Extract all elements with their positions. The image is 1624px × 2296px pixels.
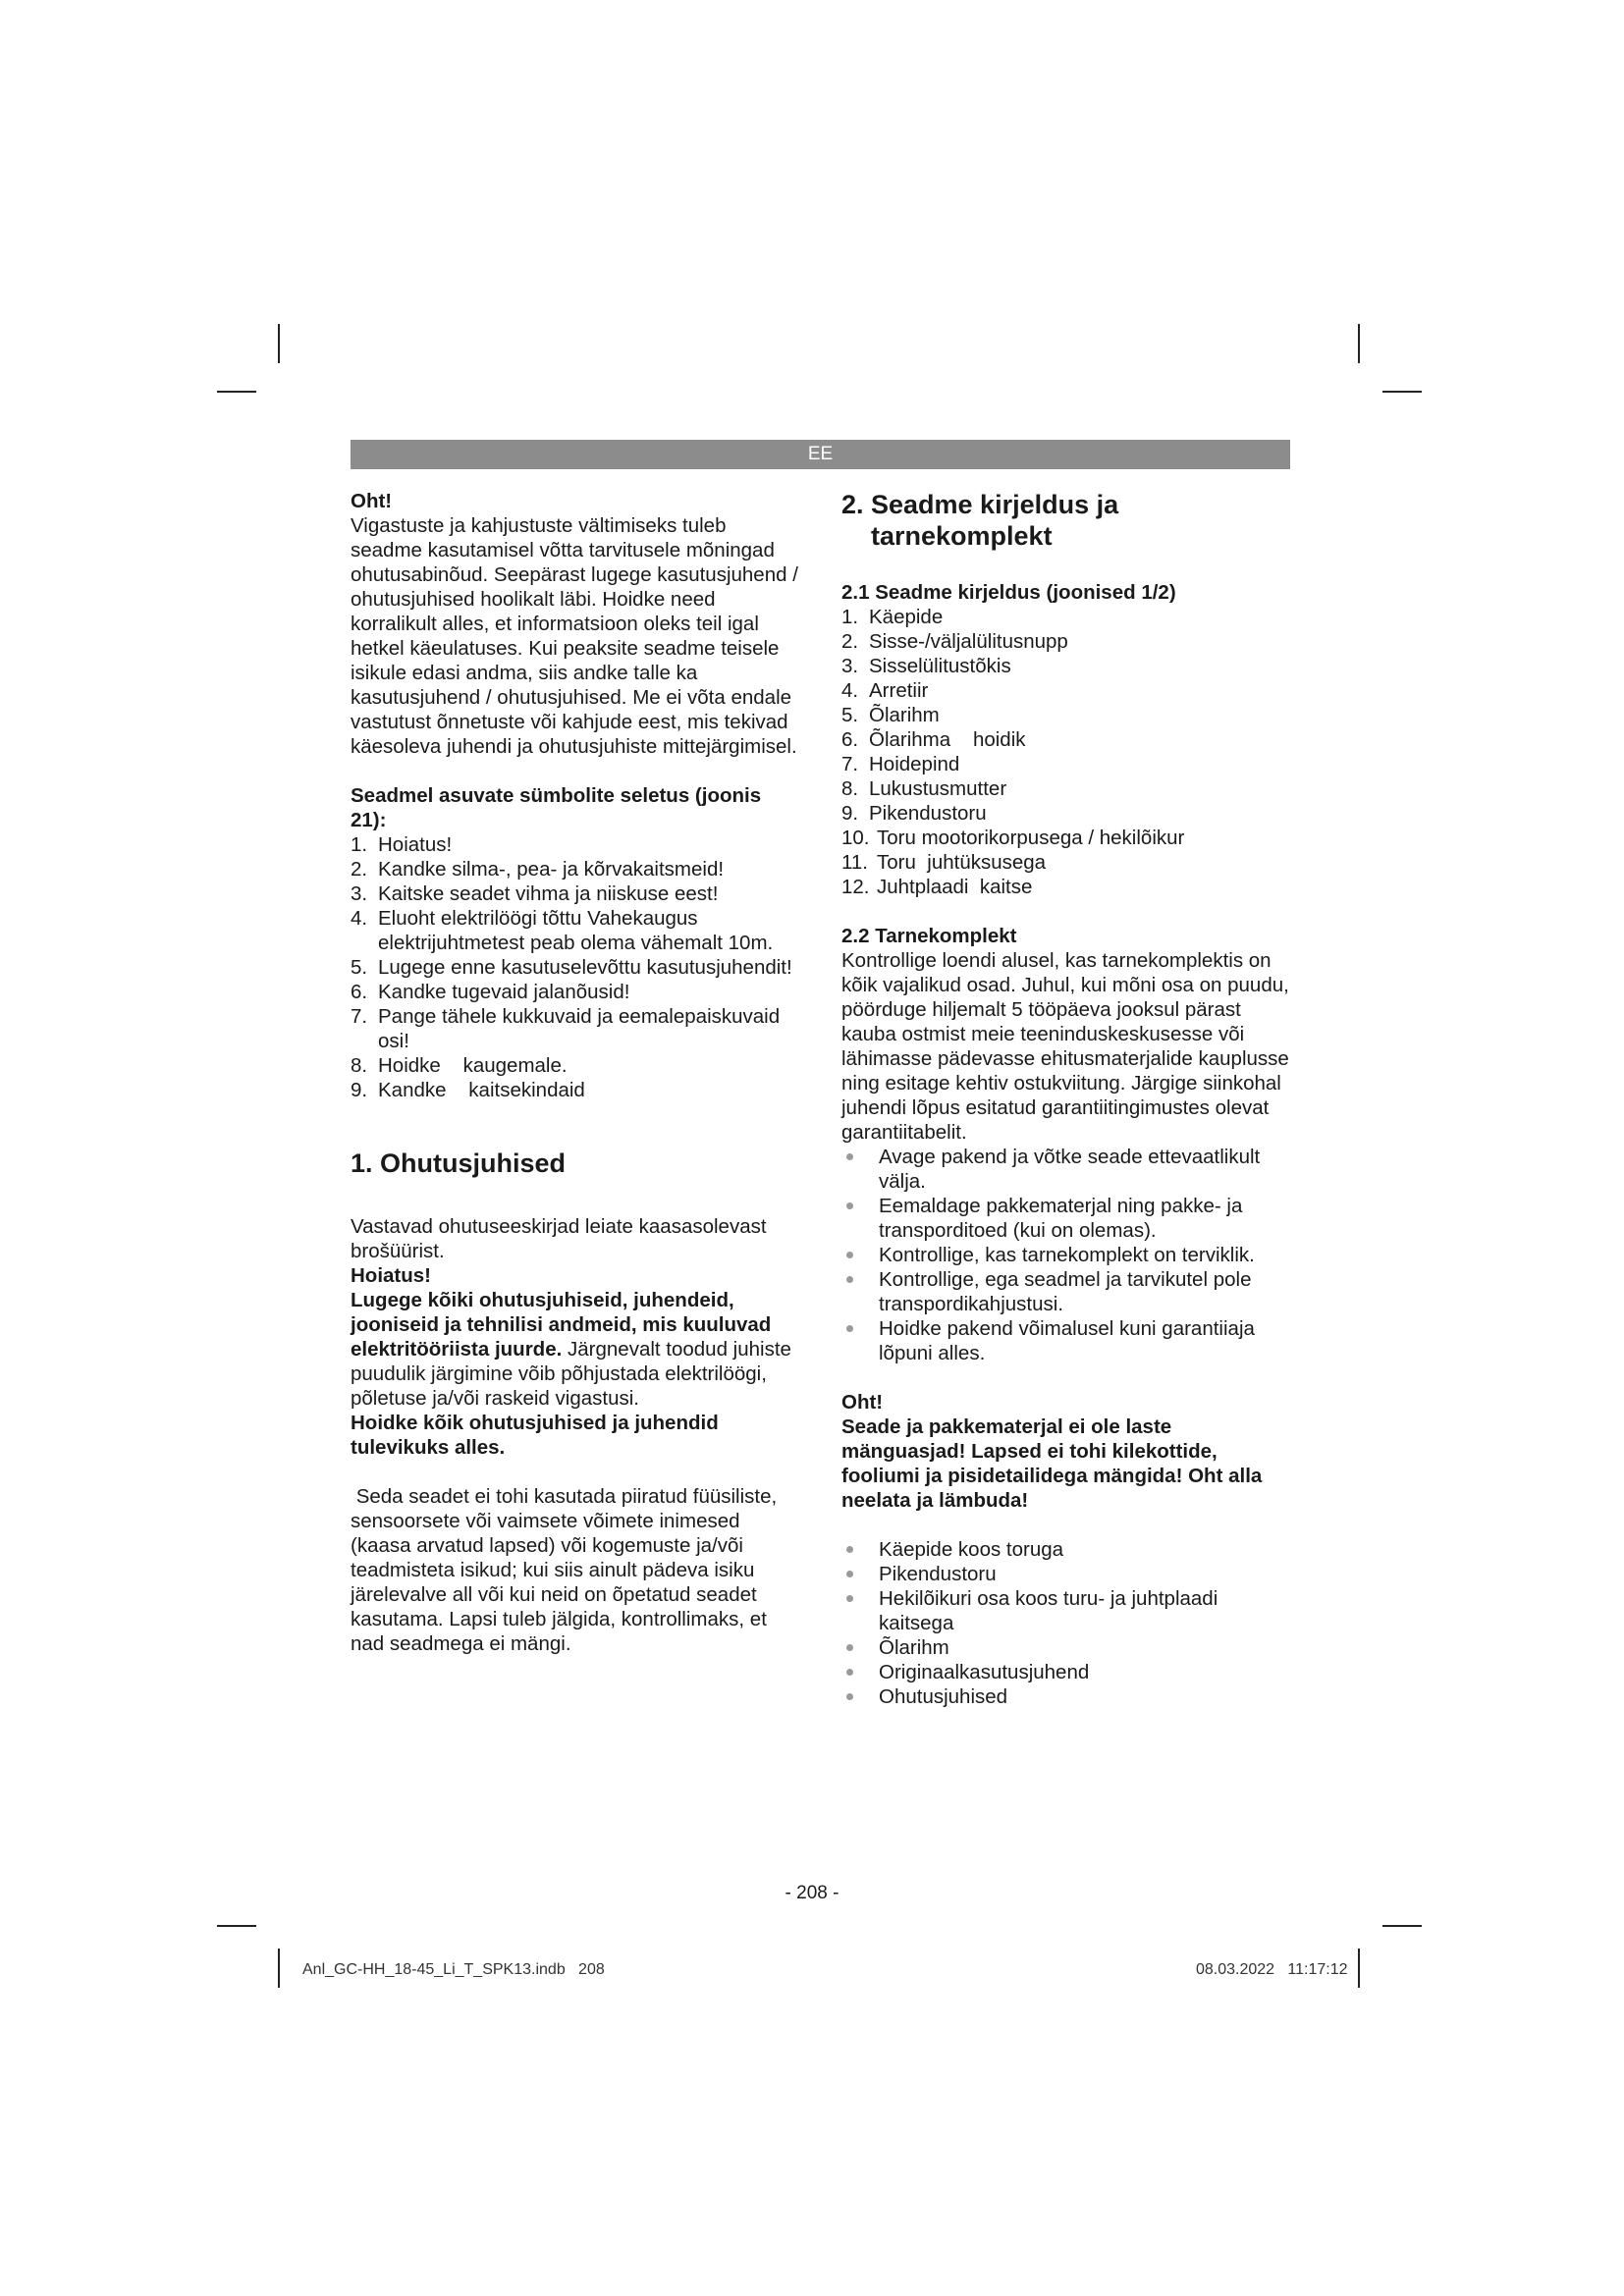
bullet-icon [846, 1202, 853, 1209]
bullet-icon [846, 1693, 853, 1700]
list-item: Avage pakend ja võtke seade ettevaatlikult välja. [841, 1145, 1293, 1194]
delivery-text: Kontrollige loendi alusel, kas tarnekomplektis on kõik vajalikud osad. Juhul, kui mõni osa on puudu, pöörduge hiljemalt 5 tööpäeva jooksul pärast kauba ostmist meie teeninduskeskusesse või lähimasse pädevasse ehitusmaterjalide kauplusse ning esitage kehtiv ostukviitung. Järgige siinkohal juhendi lõpus esitatud garantiitingimustes olevat garantiitabelit. [841, 949, 1289, 1144]
crop-mark [1382, 1925, 1422, 1927]
list-item: 3. Sisselülitustõkis [841, 655, 1011, 677]
list-item: Originaalkasutusjuhend [841, 1660, 1293, 1684]
page-number: - 208 - [785, 1883, 839, 1903]
left-column [351, 489, 802, 1656]
bullet-icon [846, 1595, 853, 1602]
list-item: 1. Käepide [841, 606, 944, 628]
list-item: 6. Kandke tugevaid jalanõusid! [351, 981, 630, 1003]
crop-mark [1358, 1949, 1360, 1988]
bullet-icon [846, 1546, 853, 1553]
list-item: Ohutusjuhised [841, 1684, 1293, 1709]
list-item: 6. Õlarihma hoidik [841, 728, 1026, 751]
bullet-icon [846, 1252, 853, 1258]
list-item: 4. Eluoht elektrilöögi tõttu Vahekaugus elektrijuhtmetest peab olema vähemalt 10m. [351, 907, 774, 954]
section-2-title: 2. Seadme kirjeldus ja tarnekomplekt [841, 490, 1119, 551]
list-item: 1. Hoiatus! [351, 833, 453, 856]
list-item: 2. Kandke silma-, pea- ja kõrvakaitsmeid! [351, 858, 725, 881]
crop-mark [1382, 391, 1422, 393]
crop-mark [278, 324, 280, 363]
list-item: 9. Pikendustoru [841, 802, 987, 825]
list-item: 3. Kaitske seadet vihma ja niiskuse eest! [351, 882, 719, 905]
danger-text: Vigastuste ja kahjustuste vältimiseks tuleb seadme kasutamisel võtta tarvitusele mõningad ohutusabinõud. Seepärast lugege kasutusjuhend / ohutusjuhised hoolikalt läbi. Hoidke need korralikult alles, et informatsioon oleks teil igal hetkel käeulatuses. Kui peaksite seadme teisele isikule edasi andma, siis andke talle ka kasutusjuhend / ohutusjuhised. Me ei võta endale vastutust õnnetuste või kahjude eest, mis tekivad käesoleva juhendi ja ohutusjuhiste mittejärgimisel. [351, 514, 798, 758]
list-item: Eemaldage pakkematerjal ning pakke- ja transporditoed (kui on olemas). [841, 1194, 1293, 1243]
list-item: Kontrollige, kas tarnekomplekt on terviklik. [841, 1243, 1293, 1267]
list-item: 4. Arretiir [841, 679, 929, 702]
danger-heading: Oht! [351, 490, 393, 512]
footer-filename: Anl_GC-HH_18-45_Li_T_SPK13.indb 208 [302, 1961, 605, 1978]
list-item: 7. Pange tähele kukkuvaid ja eemalepaiskuvaid osi! [351, 1005, 781, 1052]
bullet-icon [846, 1571, 853, 1577]
list-item: 7. Hoidepind [841, 753, 960, 775]
crop-mark [278, 1949, 280, 1988]
list-item: 9. Kandke kaitsekindaid [351, 1079, 585, 1101]
language-code: EE [807, 444, 834, 464]
parts-list [841, 605, 1293, 899]
subsection-2-2-title: 2.2 Tarnekomplekt [841, 925, 1017, 947]
children-warning: Seade ja pakkematerjal ei ole laste mänguasjad! Lapsed ei tohi kilekottide, fooliumi ja pisidetailidega mängida! Oht alla neelata ja lämbuda! [841, 1415, 1263, 1512]
section-1-intro: Vastavad ohutuseeskirjad leiate kaasasolevast brošüürist. [351, 1215, 767, 1262]
language-header-bar [351, 440, 1290, 469]
subsection-2-1-title: 2.1 Seadme kirjeldus (joonised 1/2) [841, 581, 1176, 604]
warning-label: Hoiatus! [351, 1264, 431, 1287]
list-item: Hoidke pakend võimalusel kuni garantiiaja lõpuni alles. [841, 1316, 1293, 1365]
list-item: 5. Lugege enne kasutuselevõttu kasutusjuhendit! [351, 956, 792, 979]
list-item: Käepide koos toruga [841, 1537, 1293, 1562]
list-item: 8. Hoidke kaugemale. [351, 1054, 568, 1077]
delivery-items-list [841, 1537, 1293, 1709]
section-1-title: 1. Ohutusjuhised [351, 1148, 567, 1178]
symbols-list [351, 832, 802, 1102]
list-item: 8. Lukustusmutter [841, 777, 1007, 800]
unpacking-list [841, 1145, 1293, 1365]
symbols-heading: Seadmel asuvate sümbolite seletus (joonis 21): [351, 784, 762, 831]
section-1-paragraph: Seda seadet ei tohi kasutada piiratud füüsiliste, sensoorsete või vaimsete võimete inimesed (kaasa arvatud lapsed) või kogemuste ja/või teadmisteta isikud; kui siis ainult pädeva isiku järelevalve all või kui neid on õpetatud seadet kasutama. Lapsi tuleb jälgida, kontrollimaks, et nad seadmega ei mängi. [351, 1485, 783, 1655]
list-item: Hekilõikuri osa koos turu- ja juhtplaadi kaitsega [841, 1586, 1293, 1635]
list-item: 11. Toru juhtüksusega [841, 851, 1047, 874]
right-column [841, 489, 1293, 1709]
list-item: Pikendustoru [841, 1562, 1293, 1586]
list-item: 5. Õlarihm [841, 704, 940, 726]
crop-mark [217, 391, 256, 393]
bullet-icon [846, 1153, 853, 1160]
keep-instructions-note: Hoidke kõik ohutusjuhised ja juhendid tulevikuks alles. [351, 1412, 719, 1459]
crop-mark [217, 1925, 256, 1927]
bullet-icon [846, 1325, 853, 1332]
list-item: Kontrollige, ega seadmel ja tarvikutel pole transpordikahjustusi. [841, 1267, 1293, 1316]
danger-heading-2: Oht! [841, 1391, 884, 1414]
list-item: Õlarihm [841, 1635, 1293, 1660]
footer-datetime: 08.03.2022 11:17:12 [1196, 1961, 1348, 1978]
bullet-icon [846, 1276, 853, 1283]
list-item: 2. Sisse-/väljalülitusnupp [841, 630, 1068, 653]
section-1-warning-text: Lugege kõiki ohutusjuhiseid, juhendeid, jooniseid ja tehnilisi andmeid, mis kuuluvad elektritööriista juurde. Järgnevalt toodud juhiste puudulik järgimine võib põhjustada elektrilöögi, põletuse ja/või raskeid vigastusi. [351, 1289, 791, 1410]
list-item: 12. Juhtplaadi kaitse [841, 876, 1033, 898]
list-item: 10. Toru mootorikorpusega / hekilõikur [841, 827, 1185, 849]
bullet-icon [846, 1644, 853, 1651]
crop-mark [1358, 324, 1360, 363]
bullet-icon [846, 1669, 853, 1676]
